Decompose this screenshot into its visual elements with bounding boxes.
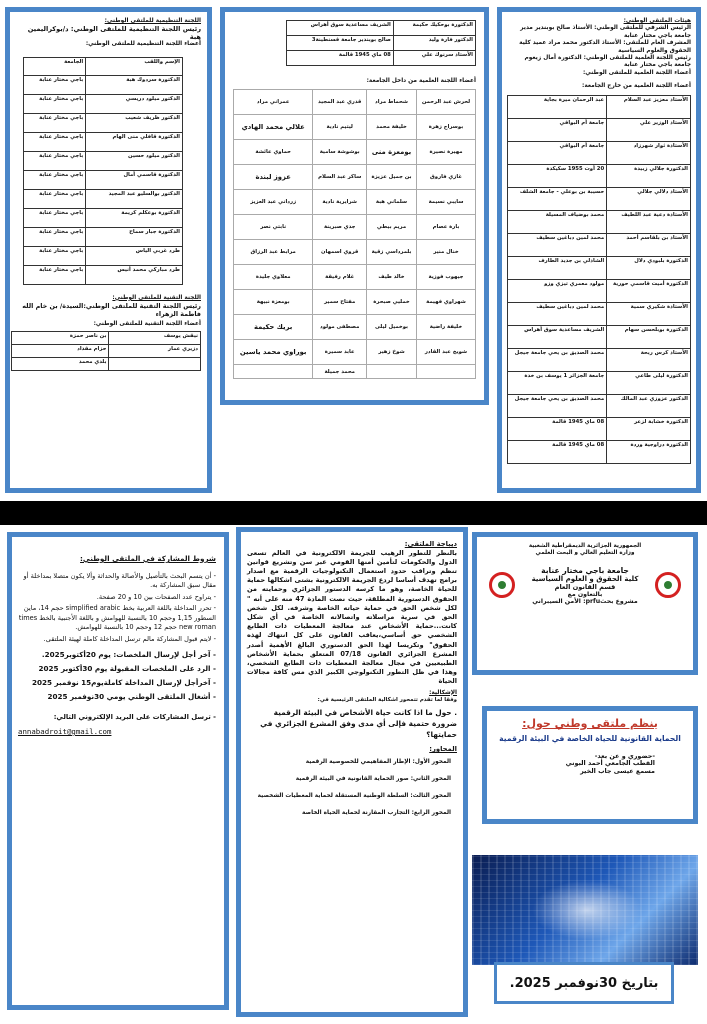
committees-panel [497,7,701,493]
grid-cell: نابتي نصر [234,215,313,240]
ministry-name: وزارة التعليم العالي و البحث العلمي [535,550,635,557]
table-row [234,90,476,115]
tech-member: دزيري عمار [109,344,201,357]
hall: مسمع عيسى جاب الخير [580,766,655,775]
organizing-title: اللجنة التنظيمية للملتقى الوطني: رئيس اللجنة التنظيمية للملتقى الوطني: د/بوكراليمين هبة أعضاء اللجنة التنظيمية للملتقى الوطني: [27,18,201,48]
member-university: باجي مختار عنابة [24,94,86,113]
member-name: الدكتورة سردوك هبة [86,75,183,94]
grid-cell: بريك حكيمة [234,315,313,340]
axes-list [247,758,457,817]
grid-cell: مهيرة نصيرة [416,140,475,165]
deadline-line: - آخرأجل لإرسال المداخلة كاملةيوم15 نوفمبر 2025 [32,677,216,687]
tech-member: نيقش يوسف [109,331,201,344]
member-university: الشريف مساعدية سوق أهراس [508,325,607,348]
grid-cell: بن جميل عزيزة [367,165,417,190]
grid-cell: مصطفى مولود [313,315,367,340]
grid-cell: شويخ عبد القادر [416,340,475,365]
tech-member: بلدي محمد [12,357,109,370]
member-name: الدكتورة دراوجية وردة [607,440,691,463]
table-header [24,57,183,75]
member-university: باجي مختار عنابة [24,132,86,151]
table-row [234,165,476,190]
member-university: جامعة أم البواقي [508,141,607,164]
member-university: محمد الصديق بن يحي جامعة جيجل [508,348,607,371]
table-row [508,210,691,233]
table-row [24,227,183,246]
grid-cell: بوخميل ليلى [367,315,417,340]
member-name: الدكتورة بوحكيك حكيمة [393,21,475,36]
table-row [24,170,183,189]
grid-cell: جدي صبرينة [313,215,367,240]
member-university: باجي مختار عنابة [24,227,86,246]
member-university: حسيبة بن بوعلي - جامعة الشلف [508,187,607,210]
deadline-line: - آخر أجل لإرسال الملخصات: يوم 20أكتوبر2025. [41,649,216,659]
contact-email[interactable]: annabadroit@gmail.com [18,727,112,737]
member-university: باجي مختار عنابة [24,151,86,170]
table-row [508,440,691,463]
internal-members-title: أعضاء اللجنة العلمية من داخل الجامعة: [366,78,476,84]
member-name: الأستاذة دعية عبد اللطيف [607,210,691,233]
participation-lines [18,572,216,645]
university-logo-icon [655,572,681,598]
member-name: الأستاذ سرنوك علي [393,51,475,66]
internal-members-panel [220,7,489,405]
department-name: قسم القانون العام [554,582,616,591]
table-row [24,265,183,284]
problem-intro: وفقا لما تقدم تتمحور اشكالية الملتقى الرئيسية في: [317,696,457,703]
member-name: طرد غربي الياس [86,246,183,265]
external-members-table [507,95,691,464]
table-row [508,302,691,325]
preamble-panel [236,527,468,1017]
preamble-title: ديباجة الملتقى: [404,540,457,548]
member-name: الأستاذ كرس ربحة [607,348,691,371]
table-row [508,256,691,279]
deadline-line: - أشغال الملتقى الوطني يومي 30نوفمبر 2025 [47,691,216,701]
table-row [234,115,476,140]
axis-item: المحور الأول: الإطار المفاهيمي للخصوصية الرقمية [305,758,451,765]
member-university: 08 ماي 1945 قالمة [287,51,394,66]
axis-item: المحور الرابع: التجارب المقارنة لحماية الحياة الخاصة [301,809,451,816]
grid-cell: جيهوب فوزية [416,265,475,290]
member-name: طرد مباركي محمد أنيس [86,265,183,284]
member-university: محمد الصديق بن يحي جامعة جيجل [508,394,607,417]
member-university: باجي مختار عنابة [24,265,86,284]
member-university: الشريف مساعدية سوق أهراس [287,21,394,36]
grid-cell: خنال منير [416,240,475,265]
table-row [234,315,476,340]
problem-title: الإشكالية: [429,689,457,696]
grid-cell: سلماني هبة [367,190,417,215]
email-label: - ترسل المشاركات على البريد الإلكتروني التالي: [53,712,216,721]
table-row [508,394,691,417]
condition-line: - يتراوح عدد الصفحات بين 10 و 20 صفحة. [96,592,216,601]
table-row [508,325,691,348]
grid-cell: بومعزة منى [367,140,417,165]
table-row [287,51,476,66]
grid-cell: عمراني مراد [234,90,313,115]
member-name: الدكتور ظريف شعيب [86,113,183,132]
table-row [24,113,183,132]
member-university: باجي مختار عنابة [24,208,86,227]
member-name: الأستاذ الوزير علي [607,118,691,141]
member-name: الدكتور ميلود حسين [86,151,183,170]
member-name: الأستاذ دلالي جلالي [607,187,691,210]
table-row [234,365,476,379]
table-row [24,208,183,227]
grid-cell: بوشوشة سامية [313,140,367,165]
deadlines [18,649,216,702]
grid-cell: شرايرية نادية [313,190,367,215]
problem-statement: . حول ما اذا كانت حياة الأشخاص في البيئة الرقمية ضرورة حتمية فإلى أي مدى وفق المشرع الجزائري في حمايتها؟ [260,708,457,740]
member-university: 20 أوت 1955 سكيكدة [508,164,607,187]
table-row [24,94,183,113]
grid-cell: خالد طيف [367,265,417,290]
grid-cell: بوسراج زهرة [416,115,475,140]
grid-cell: معلاوي جليدة [234,265,313,290]
member-name: الأستاذة ثوار شهرزاد [607,141,691,164]
grid-cell: قدري عبد المجيد [313,90,367,115]
grid-cell: بارة عصام [416,215,475,240]
member-university: باجي مختار عنابة [24,170,86,189]
table-row [287,21,476,36]
table-row [234,140,476,165]
grid-cell: مرابط عبد الرزاق [234,240,313,265]
table-row [24,132,183,151]
grid-cell: ساكر عبد السلام [313,165,367,190]
member-name: الدكتورة قافلي منى الهام [86,132,183,151]
grid-cell: بوراوي محمد ياسين [234,340,313,365]
university-name: جامعة باجي مختار عنابة [541,565,629,575]
committees-head: هيئات الملتقى الوطني: الرئيس الشرفي للملتقى الوطني: الأستاذ صالح بوبندير مدير جامعة باجي مختار عنابة المشرف العام للملتقى: الأستاذ الدكتور محمد مراد عميد كلية الحقوق والعلوم السياسية رئيس اللجنة العلمية للملتقى الوطني: الدكتورة أمال زيغوم جامعة باجي مختار عنابة أعضاء اللجنة العلمية للملتقى الوطني: [519,18,691,76]
grid-cell: خمليي صبحرة [367,290,417,315]
cyber-banner-image [472,855,698,965]
member-university: باجي مختار عنابة [24,189,86,208]
member-university: محمد بوضياف المسيلة [508,210,607,233]
grid-cell: حماوي عائشة [234,140,313,165]
grid-cell: بلمرداسي زقية [367,240,417,265]
table-row [234,190,476,215]
member-university: الشاذلي بن جديد الطارف [508,256,607,279]
member-name: الدكتور عزوزي عبد المالك [607,394,691,417]
participation-panel [7,532,229,1010]
table-row [234,340,476,365]
event-date: بتاريخ 30نوفمبر 2025. [509,975,659,991]
table-row [234,265,476,290]
member-name: الدكتور ميلود دريسي [86,94,183,113]
grid-cell: ليتيم نادية [313,115,367,140]
grid-cell: علالي محمد الهادي [234,115,313,140]
tech-title: اللجنة التقنية للملتقى الوطني: رئيس اللجنة التقنية للملتقى الوطني:السيدة/ بن خام الله فاطمة الزهراء أعضاء اللجنة التقنية للملتقى الوطني: [22,294,201,328]
member-university: باجي مختار عنابة [24,113,86,132]
organizes-title: ينظم ملتقى وطني حول: [522,717,658,730]
grid-cell: محمد جميلة [313,365,367,379]
grid-cell: سايبي نسيمة [416,190,475,215]
venue: القطب الجامعي أحمد البوني [565,759,655,768]
member-name: الدكتورة بوبلحسن سهام [607,325,691,348]
table-row [234,215,476,240]
member-university: باجي مختار عنابة [24,246,86,265]
internal-members-grid [233,89,476,379]
member-university: صالح بوبندير جامعة قسنطينة3 [287,36,394,51]
member-name: الدكتورة جبار سماح [86,227,183,246]
member-university: جامعة أم البواقي [508,118,607,141]
axes-title: المحاور: [429,745,457,754]
grid-cell: مريم بيطي [367,215,417,240]
member-name: الدكتورة أميت قاسمي حورية [607,279,691,302]
table-row [508,371,691,394]
condition-line: - تحرر المداخلة باللغة العربية بخط simplified arabic حجم 14، ماين السطور 1,15 وحجم 10 بالنسبة للهوامش و باللغة الأجنبية بالخط times new roman حجم 12 وحجم 10 بالنسبة للهوامش. [18,604,216,632]
table-row [24,246,183,265]
grid-cell: بومعزة نبيهة [234,290,313,315]
member-name: الأستاذ معزيز عبد السلام [607,95,691,118]
grid-cell: قروي اسمهان [313,240,367,265]
header-box [472,532,698,675]
member-university: جامعة الجزائر 1 يوسف بن خدة [508,371,607,394]
axis-item: المحور الثالث: السلطة الوطنية المستقلة لحماية المعطيات الشخصية [257,792,451,799]
tech-member [109,357,201,370]
table-row [234,240,476,265]
research-project: مشروع بحثprfu: الأمن السيبراني [532,597,638,605]
preamble-body: بالنظر للتطور الرهيب للجريمة الالكترونية في العالم تسعى الدول والحكومات لتأمين أمنها القومي عبر سن وتشريع قوانين تنظم وتراقب حدود استعمال التكنولوجيات الرقمية مع اصدار برامج تهدف أساسا لردع الجريمة الالكترونية بشتى اشكالها حماية للحياة الخاصة، وهو ما كرسه الدستور الجزائري وحمايته من الحقوق الدستورية المطلقة، حيث نصت المادة 47 منه على أنه " لكل شخص الحق في حماية حياته الخاصة وشرفه. لكل شخص الحق في سرية مراسلاته واتصالاته الخاصة في أي شكل كانت...حماية الأشخاص عند معالجة المعطيات ذات الطابع الشخصي حق أساسي،يعاقب القانون على كل انتهاك لهذه الحقوق" وتكريسا لهذا الحق الدستوري البالغ الأهمية أصدر المشرع الجزائري القانون 07/18 المتعلق بحماية الأشخاص الطبيعيين في مجال معالجة المعطيات ذات الطابع الشخصي، وهذا في ظل التطور التكنولوجي الكبير الذي مس كافة مجالات الحياة [247,548,458,686]
member-name: الدكتور فارة وليد [393,36,475,51]
member-university: محمد لمين دباغين سطيف [508,302,607,325]
grid-cell: زرداني عبد العزيز [234,190,313,215]
member-university: باجي مختار عنابة [24,75,86,94]
participation-title: شروط المشاركة في الملتقى الوطني: [80,554,216,563]
faculty-name: كلية الحقوق و العلوم السياسية [531,574,639,583]
grid-cell: شوخ زهير [367,340,417,365]
member-university: عبد الرحمان ميرة بجاية [508,95,607,118]
tech-member: حزام مقداد [12,344,109,357]
condition-line: - أن يتسم البحث بالتأصيل والأصالة والحداثة وألا يكون متصلا بمداخلة أو مقال سبق المشاركة به. [23,571,216,590]
member-university: محمد لمين دباغين سطيف [508,233,607,256]
grid-cell: خليفة محمد [367,115,417,140]
organizes-box [482,706,698,824]
grid-cell: غلام رفيقة [313,265,367,290]
table-row [508,164,691,187]
external-members-title: أعضاء اللجنة العلمية من خارج الجامعة: [582,83,691,90]
table-row [12,357,201,370]
axis-item: المحور الثاني: صور الحماية القانونية في البيئة الرقمية [295,775,451,782]
separator-bar [0,501,707,525]
faculty-logo-icon [489,572,515,598]
grid-cell: غازي فاروق [416,165,475,190]
table-row [234,290,476,315]
table-row [24,189,183,208]
republic-name: الجمهورية الجزائرية الديمقراطية الشعبية [528,543,642,549]
organizes-subject: الحماية القانونية للحياة الخاصة في البيئة الرقمية [499,734,681,743]
member-name: الدكتورة خشابة لزعر [607,417,691,440]
table-row [508,348,691,371]
member-name: الأستاذ بن بلقاسم أحمد [607,233,691,256]
grid-cell [367,365,417,379]
top-members-table [286,20,476,66]
member-name: الدكتورة جلالي زبيدة [607,164,691,187]
table-row [508,141,691,164]
grid-cell [416,365,475,379]
organizing-panel [5,7,212,493]
member-name: الدكتور بوالسليو عبد المجيد [86,189,183,208]
grid-cell: عزوز لبندة [234,165,313,190]
member-name: الدكتورة ليلى طاعي [607,371,691,394]
condition-line: - لايتم قبول المشاركة مالم ترسل المداخلة كاملة لهيئة الملتقى. [43,635,216,644]
col-header: الجامعة [24,57,86,75]
grid-cell: خليفة راضية [416,315,475,340]
table-row [24,151,183,170]
deadline-line: - الرد على الملخصات المقبولة يوم 30أكتوبر 2025 [38,663,216,673]
grid-cell: شحماط مراد [367,90,417,115]
member-name: الدكتورة بوعكلم كريمة [86,208,183,227]
table-row [508,118,691,141]
member-name: الأستاذة شكيري سمية [607,302,691,325]
tech-table [11,331,201,371]
table-row [508,95,691,118]
member-university: 08 ماي 1945 قالمة [508,440,607,463]
grid-cell: لحرش عبد الرحمن [416,90,475,115]
table-row [508,233,691,256]
tech-member: بن ناصر حمزة [12,331,109,344]
attendance-mode: -حضوري و عن بعد- [594,752,655,760]
table-row [287,36,476,51]
member-name: الدكتورة قاسمي أمال [86,170,183,189]
table-row [24,75,183,94]
organizing-table [23,57,183,285]
table-row [508,417,691,440]
table-row [508,279,691,302]
grid-cell: مفتاح سمير [313,290,367,315]
grid-cell: شهراوي فهيمة [416,290,475,315]
member-name: الدكتورة بلبودي دلال [607,256,691,279]
table-row [12,344,201,357]
table-row [12,331,201,344]
col-header: الإسم واللقب [86,57,183,75]
member-university: 08 ماي 1945 قالمة [508,417,607,440]
cooperation-label: بالتعاون مع [567,590,603,598]
date-box [494,962,674,1004]
grid-cell [234,365,313,379]
grid-cell: عابد سميرة [313,340,367,365]
member-university: مولود معمري تيزي وزو [508,279,607,302]
table-row [508,187,691,210]
